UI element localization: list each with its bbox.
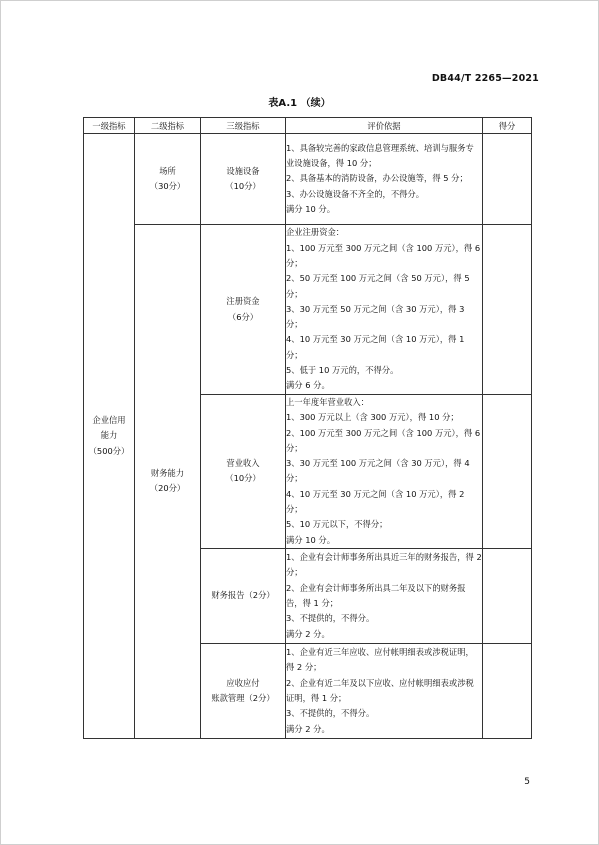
level3-line: 账款管理（2分） (211, 692, 275, 703)
basis-line: 1、300 万元以上（含 300 万元），得 10 分； (286, 412, 459, 423)
header-basis: 评价依据 (286, 118, 483, 134)
basis-line: 1、企业有近三年应收、应付帐明细表或涉税证明，得 2 分； (286, 647, 474, 673)
table-title: 表A.1 （续） (268, 98, 331, 109)
page-number: 5 (524, 777, 530, 787)
level2-cell (135, 225, 201, 739)
level2-line: （20分） (149, 483, 186, 494)
level3-line: 设施设备 (226, 165, 260, 176)
basis-cell (286, 134, 483, 225)
document-code: DB44/T 2265—2021 (431, 73, 539, 84)
level3-line: （6分） (227, 311, 259, 322)
basis-line: 2、100 万元至 300 万元之间（含 100 万元），得 6 分； (286, 427, 481, 453)
level1-line: 企业信用 (92, 415, 126, 426)
header-score: 得分 (483, 118, 532, 134)
level3-line: 注册资金 (226, 296, 260, 307)
basis-line: 满分 10 分。 (286, 203, 336, 214)
level3-cell (201, 643, 286, 738)
basis-cell (286, 643, 483, 738)
level1-line: （500分） (88, 445, 130, 456)
basis-cell (286, 548, 483, 643)
basis-line: 4、10 万元至 30 万元之间（含 10 万元），得 2 分； (286, 488, 465, 515)
basis-cell (286, 225, 483, 395)
level2-cell (135, 134, 201, 225)
basis-line: 满分 10 分。 (286, 534, 336, 545)
basis-line: 3、30 万元至 50 万元之间（含 30 万元），得 3 分； (286, 303, 465, 330)
basis-line: 2、具备基本的消防设备，办公设施等，得 5 分； (286, 173, 468, 184)
basis-line: 满分 6 分。 (286, 380, 330, 391)
basis-line: 满分 2 分。 (286, 628, 330, 639)
basis-line: 1、100 万元至 300 万元之间（含 100 万元），得 6 分； (286, 242, 481, 268)
score-cell[interactable] (483, 395, 532, 549)
basis-cell (286, 395, 483, 549)
basis-line: 2、企业有会计师事务所出具二年及以下的财务报告，得 1 分； (286, 582, 466, 608)
table-row (84, 134, 532, 225)
score-cell[interactable] (483, 643, 532, 738)
level3-cell (201, 395, 286, 549)
header-level1: 一级指标 (84, 118, 135, 134)
basis-line: 3、办公设施设备不齐全的，不得分。 (286, 188, 425, 199)
basis-line: 2、50 万元至 100 万元之间（含 50 万元），得 5 分； (286, 273, 470, 299)
level1-cell (84, 134, 135, 739)
basis-line: 2、企业有近二年及以下应收、应付帐明细表或涉税证明，得 1 分； (286, 677, 474, 703)
basis-line: 5、10 万元以下，不得分； (286, 519, 388, 530)
basis-line: 4、10 万元至 30 万元之间（含 10 万元），得 1 分； (286, 334, 465, 360)
level3-line: 财务报告（2分） (211, 590, 275, 601)
level3-cell (201, 225, 286, 395)
basis-line: 5、低于 10 万元的，不得分。 (286, 365, 399, 376)
basis-line: 1、具备较完善的家政信息管理系统、培训与服务专业设施设备，得 10 分； (286, 142, 474, 169)
table-row (84, 225, 532, 395)
basis-line: 3、不提供的，不得分。 (286, 708, 375, 719)
header-level3: 三级指标 (201, 118, 286, 134)
basis-line: 3、30 万元至 100 万元之间（含 30 万元），得 4 分； (286, 458, 470, 484)
level3-line: （10分） (225, 473, 261, 484)
basis-line: 满分 2 分。 (286, 723, 330, 734)
score-cell[interactable] (483, 548, 532, 643)
level2-line: 场所 (159, 165, 176, 176)
basis-line: 1、企业有会计师事务所出具近三年的财务报告，得 2 分； (286, 552, 482, 578)
level3-cell (201, 548, 286, 643)
basis-line: 企业注册资金： (286, 227, 345, 238)
score-cell[interactable] (483, 134, 532, 225)
basis-line: 3、不提供的，不得分。 (286, 613, 375, 624)
level3-line: （10分） (225, 181, 261, 191)
level1-line: 能力 (100, 430, 118, 441)
score-cell[interactable] (483, 225, 532, 395)
header-level2: 二级指标 (135, 118, 201, 134)
evaluation-table (83, 117, 532, 739)
level3-line: 营业收入 (226, 458, 260, 469)
level3-line: 应收应付 (226, 677, 260, 688)
table-header-row (84, 118, 532, 134)
level3-cell (201, 134, 286, 225)
level2-line: （30分） (149, 181, 186, 191)
basis-line: 上一年度年营业收入： (286, 397, 369, 407)
level2-line: 财务能力 (150, 468, 185, 479)
